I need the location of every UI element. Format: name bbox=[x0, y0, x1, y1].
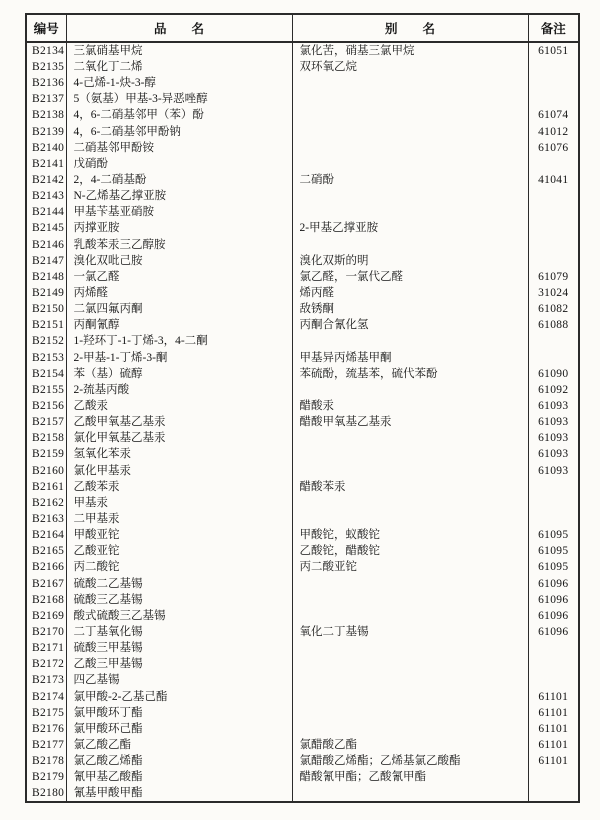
row-name-cell: 四乙基锡 bbox=[66, 672, 292, 688]
row-alias-cell bbox=[292, 107, 528, 123]
row-note-cell: 61101 bbox=[538, 690, 569, 703]
table-row bbox=[26, 495, 579, 511]
row-note-cell: 61096 bbox=[538, 577, 569, 590]
row-alias-cell bbox=[292, 446, 528, 462]
table-row bbox=[26, 140, 579, 156]
row-note-cell: 61092 bbox=[538, 383, 569, 396]
row-id-cell: B2169 bbox=[26, 608, 66, 624]
row-id-cell: B2167 bbox=[26, 576, 66, 592]
row-name-cell: 氰甲基乙酸酯 bbox=[66, 769, 292, 785]
row-name-cell: 1-羟环丁-1-丁烯-3，4-二酮 bbox=[66, 333, 292, 349]
row-alias-cell: 醋酸汞 bbox=[292, 398, 528, 414]
row-alias-cell bbox=[292, 140, 528, 156]
row-note-cell bbox=[528, 511, 579, 527]
row-alias-cell bbox=[292, 592, 528, 608]
row-alias-cell bbox=[292, 656, 528, 672]
table-row bbox=[26, 301, 579, 317]
row-alias-cell: 溴化双斯的明 bbox=[292, 253, 528, 269]
row-alias-cell bbox=[292, 237, 528, 253]
row-alias-cell: 丙二酸亚铊 bbox=[292, 559, 528, 575]
row-alias-cell: 醋酸甲氧基乙基汞 bbox=[292, 414, 528, 430]
row-alias-cell: 丙酮合氰化氢 bbox=[292, 317, 528, 333]
row-name-cell: 三氯硝基甲烷 bbox=[66, 42, 292, 59]
row-note-cell: 61093 bbox=[538, 432, 569, 445]
row-id-cell: B2162 bbox=[26, 495, 66, 511]
row-id-cell: B2154 bbox=[26, 366, 66, 382]
table-row bbox=[26, 156, 579, 172]
row-name-cell: 硫酸二乙基锡 bbox=[66, 576, 292, 592]
table-row bbox=[26, 414, 579, 430]
row-note-cell: 61101 bbox=[538, 738, 569, 751]
table-row bbox=[26, 656, 579, 672]
row-id-cell: B2175 bbox=[26, 705, 66, 721]
table-row bbox=[26, 576, 579, 592]
row-name-cell: 2-甲基-1-丁烯-3-酮 bbox=[66, 350, 292, 366]
row-alias-cell bbox=[292, 156, 528, 172]
row-alias-cell bbox=[292, 75, 528, 91]
row-name-cell: 氯化甲基汞 bbox=[66, 463, 292, 479]
row-id-cell: B2153 bbox=[26, 350, 66, 366]
table-row bbox=[26, 624, 579, 640]
table-row bbox=[26, 59, 579, 75]
row-alias-cell: 氯醋酸乙酯 bbox=[292, 737, 528, 753]
row-name-cell: 戊硝酚 bbox=[66, 156, 292, 172]
row-id-cell: B2176 bbox=[26, 721, 66, 737]
row-note-cell: 41041 bbox=[538, 174, 569, 187]
row-id-cell: B2136 bbox=[26, 75, 66, 91]
table-row bbox=[26, 721, 579, 737]
row-name-cell: 丙撑亚胺 bbox=[66, 220, 292, 236]
row-note-cell bbox=[528, 769, 579, 785]
row-alias-cell: 烯丙醛 bbox=[292, 285, 528, 301]
row-id-cell: B2173 bbox=[26, 672, 66, 688]
row-name-cell: N-乙烯基乙撑亚胺 bbox=[66, 188, 292, 204]
table-row bbox=[26, 269, 579, 285]
row-alias-cell bbox=[292, 511, 528, 527]
row-note-cell bbox=[528, 640, 579, 656]
row-alias-cell bbox=[292, 688, 528, 704]
table-row bbox=[26, 543, 579, 559]
row-id-cell: B2141 bbox=[26, 156, 66, 172]
row-alias-cell: 苯硫酚，巯基苯，硫代苯酚 bbox=[292, 366, 528, 382]
table-row bbox=[26, 640, 579, 656]
row-id-cell: B2158 bbox=[26, 430, 66, 446]
row-note-cell bbox=[528, 672, 579, 688]
row-name-cell: 5（氨基）甲基-3-异恶唑醇 bbox=[66, 91, 292, 107]
row-id-cell: B2150 bbox=[26, 301, 66, 317]
row-id-cell: B2135 bbox=[26, 59, 66, 75]
row-alias-cell bbox=[292, 91, 528, 107]
row-note-cell: 61095 bbox=[538, 529, 569, 542]
row-name-cell: 氰基甲酸甲酯 bbox=[66, 785, 292, 802]
row-id-cell: B2163 bbox=[26, 511, 66, 527]
table-row bbox=[26, 172, 579, 188]
row-note-cell: 61096 bbox=[538, 609, 569, 622]
row-id-cell: B2165 bbox=[26, 543, 66, 559]
table-row bbox=[26, 737, 579, 753]
row-name-cell: 二氧化丁二烯 bbox=[66, 59, 292, 75]
row-id-cell: B2155 bbox=[26, 382, 66, 398]
row-alias-cell bbox=[292, 188, 528, 204]
row-note-cell bbox=[528, 91, 579, 107]
row-alias-cell bbox=[292, 705, 528, 721]
row-name-cell: 氯甲酸环己酯 bbox=[66, 721, 292, 737]
row-name-cell: 4，6-二硝基邻甲酚钠 bbox=[66, 124, 292, 140]
row-note-cell: 61079 bbox=[538, 270, 569, 283]
row-note-cell bbox=[528, 188, 579, 204]
row-alias-cell bbox=[292, 672, 528, 688]
table-row bbox=[26, 511, 579, 527]
row-id-cell: B2139 bbox=[26, 124, 66, 140]
row-id-cell: B2143 bbox=[26, 188, 66, 204]
row-name-cell: 氯化甲氧基乙基汞 bbox=[66, 430, 292, 446]
row-alias-cell: 氯乙醛，一氯代乙醛 bbox=[292, 269, 528, 285]
row-id-cell: B2156 bbox=[26, 398, 66, 414]
row-alias-cell: 乙酸铊，醋酸铊 bbox=[292, 543, 528, 559]
table-row bbox=[26, 446, 579, 462]
row-note-cell: 61093 bbox=[538, 400, 569, 413]
row-id-cell: B2164 bbox=[26, 527, 66, 543]
table-row bbox=[26, 75, 579, 91]
row-name-cell: 氯乙酸乙酯 bbox=[66, 737, 292, 753]
chemical-registry-table bbox=[25, 13, 580, 803]
row-alias-cell: 醋酸氰甲酯；乙酸氰甲酯 bbox=[292, 769, 528, 785]
row-name-cell: 丙烯醛 bbox=[66, 285, 292, 301]
row-alias-cell: 氧化二丁基锡 bbox=[292, 624, 528, 640]
table-row bbox=[26, 91, 579, 107]
row-note-cell: 61090 bbox=[538, 367, 569, 380]
row-id-cell: B2171 bbox=[26, 640, 66, 656]
row-id-cell: B2149 bbox=[26, 285, 66, 301]
table-row bbox=[26, 253, 579, 269]
row-name-cell: 甲基苄基亚硝胺 bbox=[66, 204, 292, 220]
row-id-cell: B2151 bbox=[26, 317, 66, 333]
table-row bbox=[26, 220, 579, 236]
table-body bbox=[26, 42, 579, 802]
row-id-cell: B2144 bbox=[26, 204, 66, 220]
row-id-cell: B2166 bbox=[26, 559, 66, 575]
row-note-cell bbox=[528, 333, 579, 349]
col-header-id: 编号 bbox=[26, 14, 66, 42]
row-note-cell bbox=[528, 479, 579, 495]
row-note-cell bbox=[528, 156, 579, 172]
row-name-cell: 4-己烯-1-炔-3-醇 bbox=[66, 75, 292, 91]
row-name-cell: 硫酸三乙基锡 bbox=[66, 592, 292, 608]
row-alias-cell: 甲基异丙烯基甲酮 bbox=[292, 350, 528, 366]
row-alias-cell: 敌锈酮 bbox=[292, 301, 528, 317]
table-row bbox=[26, 608, 579, 624]
table-row bbox=[26, 672, 579, 688]
row-alias-cell bbox=[292, 124, 528, 140]
row-note-cell: 61076 bbox=[538, 141, 569, 154]
row-name-cell: 甲酸亚铊 bbox=[66, 527, 292, 543]
row-id-cell: B2159 bbox=[26, 446, 66, 462]
row-alias-cell bbox=[292, 430, 528, 446]
row-name-cell: 氯甲酸环丁酯 bbox=[66, 705, 292, 721]
row-note-cell bbox=[528, 253, 579, 269]
row-name-cell: 4，6-二硝基邻甲（苯）酚 bbox=[66, 107, 292, 123]
table-row bbox=[26, 124, 579, 140]
row-note-cell: 61093 bbox=[538, 448, 569, 461]
row-id-cell: B2180 bbox=[26, 785, 66, 802]
row-alias-cell bbox=[292, 640, 528, 656]
table-header bbox=[26, 14, 579, 42]
row-name-cell: 2，4-二硝基酚 bbox=[66, 172, 292, 188]
row-note-cell: 61082 bbox=[538, 303, 569, 316]
col-header-note: 备注 bbox=[528, 14, 579, 42]
row-alias-cell: 二硝酚 bbox=[292, 172, 528, 188]
row-alias-cell bbox=[292, 608, 528, 624]
row-note-cell: 61088 bbox=[538, 319, 569, 332]
row-note-cell bbox=[528, 785, 579, 802]
row-alias-cell: 氯醋酸乙烯酯；乙烯基氯乙酸酯 bbox=[292, 753, 528, 769]
table-row bbox=[26, 317, 579, 333]
row-id-cell: B2160 bbox=[26, 463, 66, 479]
row-note-cell bbox=[528, 656, 579, 672]
table-row bbox=[26, 350, 579, 366]
row-name-cell: 氯甲酸-2-乙基己酯 bbox=[66, 688, 292, 704]
row-name-cell: 硫酸三甲基锡 bbox=[66, 640, 292, 656]
row-alias-cell bbox=[292, 576, 528, 592]
row-note-cell bbox=[528, 204, 579, 220]
row-name-cell: 酸式硫酸三乙基锡 bbox=[66, 608, 292, 624]
row-note-cell: 61093 bbox=[538, 416, 569, 429]
row-id-cell: B2142 bbox=[26, 172, 66, 188]
row-alias-cell: 氯化苦，硝基三氯甲烷 bbox=[292, 42, 528, 59]
table-row bbox=[26, 688, 579, 704]
row-name-cell: 乙酸苯汞 bbox=[66, 479, 292, 495]
row-note-cell bbox=[528, 59, 579, 75]
row-note-cell: 61101 bbox=[538, 755, 569, 768]
row-id-cell: B2170 bbox=[26, 624, 66, 640]
table-row bbox=[26, 382, 579, 398]
row-alias-cell: 2-甲基乙撑亚胺 bbox=[292, 220, 528, 236]
row-note-cell: 61074 bbox=[538, 109, 569, 122]
row-note-cell bbox=[528, 495, 579, 511]
row-note-cell: 61101 bbox=[538, 706, 569, 719]
row-note-cell bbox=[528, 237, 579, 253]
row-note-cell: 61095 bbox=[538, 545, 569, 558]
row-alias-cell: 醋酸苯汞 bbox=[292, 479, 528, 495]
table-row bbox=[26, 285, 579, 301]
row-note-cell: 61095 bbox=[538, 561, 569, 574]
table-row bbox=[26, 42, 579, 59]
row-alias-cell: 甲酸铊，蚁酸铊 bbox=[292, 527, 528, 543]
row-alias-cell bbox=[292, 495, 528, 511]
row-name-cell: 二氯四氟丙酮 bbox=[66, 301, 292, 317]
row-id-cell: B2148 bbox=[26, 269, 66, 285]
row-note-cell: 31024 bbox=[538, 287, 569, 300]
row-note-cell bbox=[528, 220, 579, 236]
table-row bbox=[26, 398, 579, 414]
table-row bbox=[26, 559, 579, 575]
row-note-cell bbox=[528, 350, 579, 366]
row-id-cell: B2157 bbox=[26, 414, 66, 430]
row-alias-cell bbox=[292, 333, 528, 349]
row-name-cell: 丙二酸铊 bbox=[66, 559, 292, 575]
row-id-cell: B2137 bbox=[26, 91, 66, 107]
row-name-cell: 二硝基邻甲酚铵 bbox=[66, 140, 292, 156]
table-row bbox=[26, 592, 579, 608]
row-id-cell: B2177 bbox=[26, 737, 66, 753]
row-alias-cell bbox=[292, 382, 528, 398]
row-name-cell: 氯乙酸乙烯酯 bbox=[66, 753, 292, 769]
row-id-cell: B2178 bbox=[26, 753, 66, 769]
row-note-cell bbox=[528, 75, 579, 91]
row-alias-cell bbox=[292, 463, 528, 479]
row-id-cell: B2172 bbox=[26, 656, 66, 672]
row-id-cell: B2168 bbox=[26, 592, 66, 608]
row-note-cell: 61051 bbox=[538, 45, 569, 57]
row-alias-cell bbox=[292, 721, 528, 737]
row-name-cell: 乙酸汞 bbox=[66, 398, 292, 414]
row-name-cell: 乳酸苯汞三乙醇胺 bbox=[66, 237, 292, 253]
row-note-cell: 61096 bbox=[538, 593, 569, 606]
table-row bbox=[26, 204, 579, 220]
row-id-cell: B2140 bbox=[26, 140, 66, 156]
table-row bbox=[26, 430, 579, 446]
table-row bbox=[26, 333, 579, 349]
row-id-cell: B2145 bbox=[26, 220, 66, 236]
table-row bbox=[26, 769, 579, 785]
row-name-cell: 乙酸三甲基锡 bbox=[66, 656, 292, 672]
row-id-cell: B2147 bbox=[26, 253, 66, 269]
row-name-cell: 丙酮氰醇 bbox=[66, 317, 292, 333]
row-id-cell: B2161 bbox=[26, 479, 66, 495]
table-row bbox=[26, 785, 579, 802]
row-alias-cell bbox=[292, 204, 528, 220]
row-id-cell: B2138 bbox=[26, 107, 66, 123]
table-row bbox=[26, 463, 579, 479]
row-alias-cell bbox=[292, 785, 528, 802]
row-name-cell: 溴化双吡己胺 bbox=[66, 253, 292, 269]
table-row bbox=[26, 753, 579, 769]
row-id-cell: B2179 bbox=[26, 769, 66, 785]
row-id-cell: B2134 bbox=[26, 42, 66, 59]
row-name-cell: 苯（基）硫醇 bbox=[66, 366, 292, 382]
row-note-cell: 61101 bbox=[538, 722, 569, 735]
row-name-cell: 乙酸甲氧基乙基汞 bbox=[66, 414, 292, 430]
row-name-cell: 二丁基氧化锡 bbox=[66, 624, 292, 640]
row-alias-cell: 双环氧乙烷 bbox=[292, 59, 528, 75]
table-row bbox=[26, 527, 579, 543]
table-row bbox=[26, 366, 579, 382]
row-name-cell: 氢氧化苯汞 bbox=[66, 446, 292, 462]
table-row bbox=[26, 188, 579, 204]
row-id-cell: B2146 bbox=[26, 237, 66, 253]
row-note-cell: 41012 bbox=[538, 125, 569, 138]
row-id-cell: B2152 bbox=[26, 333, 66, 349]
header-row bbox=[26, 14, 579, 42]
row-name-cell: 乙酸亚铊 bbox=[66, 543, 292, 559]
table-row bbox=[26, 237, 579, 253]
col-header-name: 品 名 bbox=[66, 14, 292, 42]
row-name-cell: 二甲基汞 bbox=[66, 511, 292, 527]
row-name-cell: 2-巯基丙酸 bbox=[66, 382, 292, 398]
row-note-cell: 61093 bbox=[538, 464, 569, 477]
table-row bbox=[26, 479, 579, 495]
table-row bbox=[26, 705, 579, 721]
col-header-alias: 别 名 bbox=[292, 14, 528, 42]
row-name-cell: 甲基汞 bbox=[66, 495, 292, 511]
row-note-cell: 61096 bbox=[538, 625, 569, 638]
row-name-cell: 一氯乙醛 bbox=[66, 269, 292, 285]
row-id-cell: B2174 bbox=[26, 688, 66, 704]
table-row bbox=[26, 107, 579, 123]
